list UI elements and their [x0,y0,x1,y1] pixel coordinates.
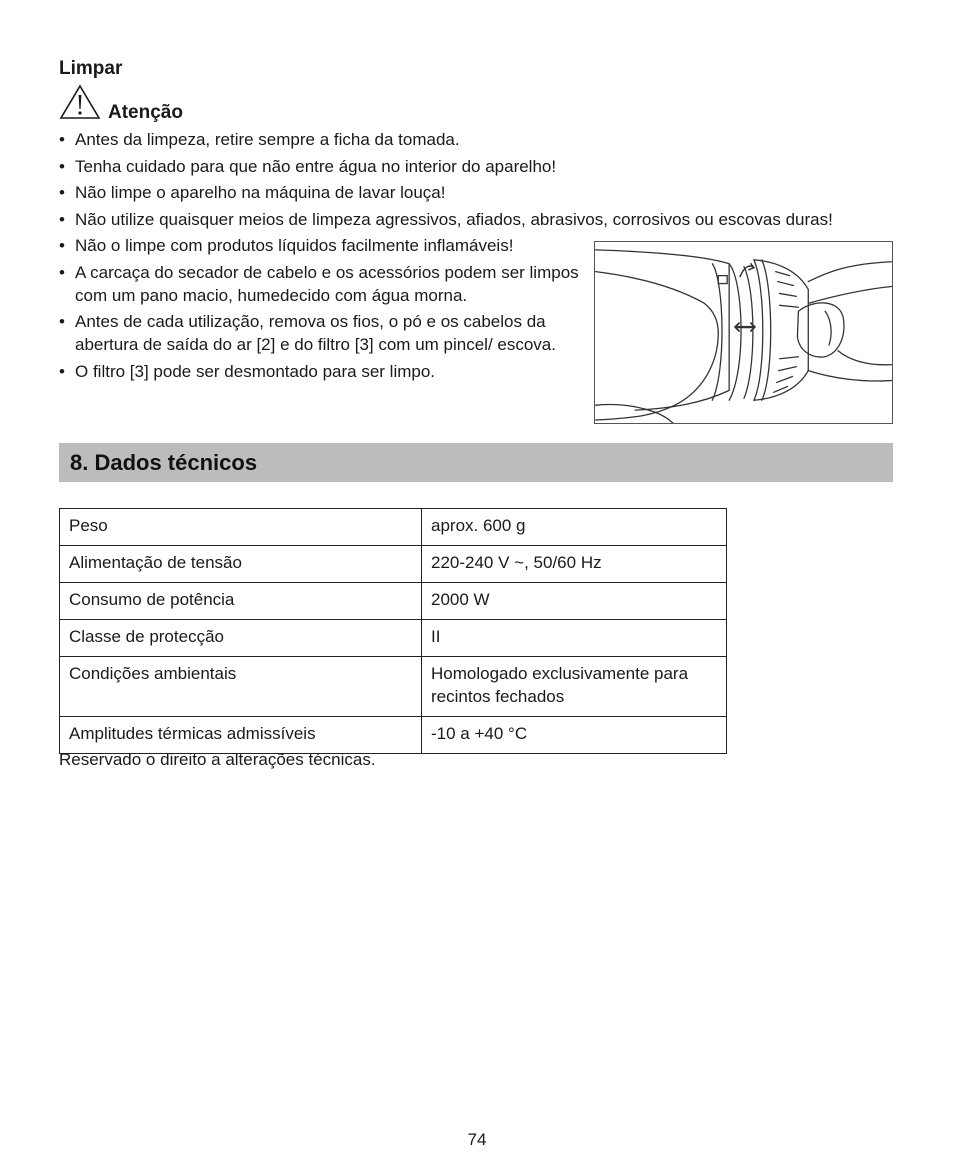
list-item: • Tenha cuidado para que não entre água no interior do aparelho! [59,155,859,178]
spec-value: -10 a +40 °C [422,717,727,754]
list-item: • Não limpe o aparelho na máquina de lavar louça! [59,181,859,204]
attention-heading: Atenção [108,102,183,123]
list-item: • Não utilize quaisquer meios de limpeza agressivos, afiados, abrasivos, corrosivos ou escovas duras! [59,208,859,231]
spec-value: aprox. 600 g [422,509,727,546]
filter-removal-illustration [594,241,893,424]
spec-label: Alimentação de tensão [60,546,422,583]
table-row [60,717,727,754]
spec-label: Classe de protecção [60,620,422,657]
section-heading-cleaning: Limpar [59,58,123,79]
spec-label: Condições ambientais [60,657,422,717]
table-row [60,657,727,717]
list-item: • O filtro [3] pode ser desmontado para ser limpo. [59,360,580,383]
table-row [60,546,727,583]
spec-value: 2000 W [422,583,727,620]
section-heading-technical-data: 8. Dados técnicos [70,450,258,475]
spec-label: Amplitudes térmicas admissíveis [60,717,422,754]
table-row [60,583,727,620]
spec-value: 220-240 V ~, 50/60 Hz [422,546,727,583]
list-item: • Antes da limpeza, retire sempre a ficha da tomada. [59,128,859,151]
hair-dryer-filter-drawing [595,242,892,423]
spec-value: Homologado exclusivamente para recintos fechados [422,657,727,717]
list-item: • Antes de cada utilização, remova os fios, o pó e os cabelos da abertura de saída do ar [2] e do filtro [3] com um pincel/ escova. [59,310,580,356]
technical-changes-note: Reservado o direito a alterações técnicas. [59,750,376,769]
table-row [60,509,727,546]
spec-value: II [422,620,727,657]
technical-data-table [59,508,727,754]
table-row [60,620,727,657]
list-item: • Não o limpe com produtos líquidos facilmente inflamáveis! [59,234,580,257]
spec-label: Peso [60,509,422,546]
page-number: 74 [467,1130,487,1149]
section-header-bar [59,443,893,482]
warning-icon [59,84,101,120]
list-item: • A carcaça do secador de cabelo e os acessórios podem ser limpos com um pano macio, humedecido com água morna. [59,261,580,307]
spec-label: Consumo de potência [60,583,422,620]
